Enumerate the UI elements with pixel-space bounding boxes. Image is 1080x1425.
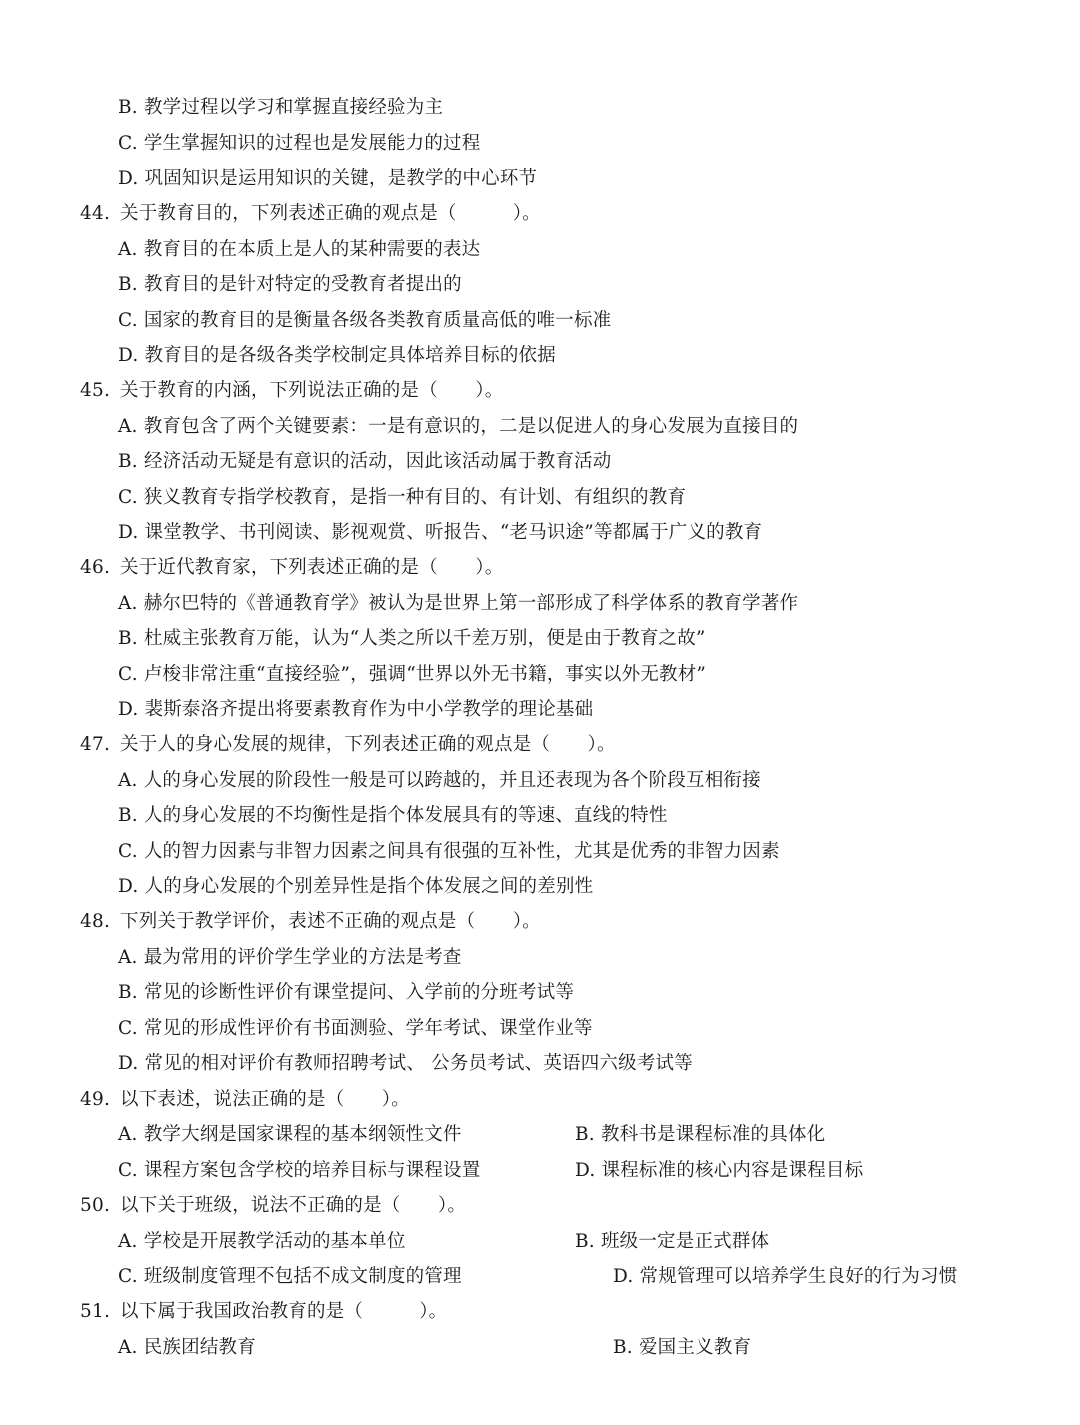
question-51 bbox=[80, 1296, 447, 1328]
option-45-a: A. 教育包含了两个关键要素：一是有意识的，二是以促进人的身心发展为直接目的 bbox=[118, 416, 799, 437]
question-49 bbox=[80, 1084, 410, 1116]
option-45-d: D. 课堂教学、书刊阅读、影视观赏、听报告、“老马识途”等都属于广义的教育 bbox=[118, 522, 763, 543]
question-44 bbox=[80, 198, 541, 230]
option-49-c: C. 课程方案包含学校的培养目标与课程设置 bbox=[118, 1160, 481, 1181]
option-48-c: C. 常见的形成性评价有书面测验、学年考试、课堂作业等 bbox=[118, 1018, 593, 1039]
option-45-b: B. 经济活动无疑是有意识的活动，因此该活动属于教育活动 bbox=[118, 451, 612, 472]
option-44-d: D. 教育目的是各级各类学校制定具体培养目标的依据 bbox=[118, 345, 556, 366]
option-50-a: A. 学校是开展教学活动的基本单位 bbox=[118, 1231, 406, 1252]
option-47-c: C. 人的智力因素与非智力因素之间具有很强的互补性，尤其是优秀的非智力因素 bbox=[118, 841, 780, 862]
question-number: 51. bbox=[80, 1301, 111, 1322]
option-43-d: D. 巩固知识是运用知识的关键，是教学的中心环节 bbox=[118, 168, 538, 189]
option-48-b: B. 常见的诊断性评价有课堂提问、入学前的分班考试等 bbox=[118, 982, 575, 1003]
question-number: 47. bbox=[80, 734, 111, 755]
option-45-c: C. 狭义教育专指学校教育，是指一种有目的、有计划、有组织的教育 bbox=[118, 487, 687, 508]
option-46-b: B. 杜威主张教育万能，认为“人类之所以千差万别，便是由于教育之故” bbox=[118, 628, 706, 649]
question-stem: 关于近代教育家，下列表述正确的是（ ）。 bbox=[120, 557, 504, 578]
question-stem: 以下属于我国政治教育的是（ ）。 bbox=[120, 1301, 448, 1322]
option-43-b: B. 教学过程以学习和掌握直接经验为主 bbox=[118, 97, 444, 118]
option-47-d: D. 人的身心发展的个别差异性是指个体发展之间的差别性 bbox=[118, 876, 594, 897]
question-45 bbox=[80, 375, 503, 407]
question-47 bbox=[80, 729, 616, 761]
option-50-c: C. 班级制度管理不包括不成文制度的管理 bbox=[118, 1266, 462, 1287]
question-stem: 关于教育目的，下列表述正确的观点是（ ）。 bbox=[120, 203, 541, 224]
question-stem: 关于人的身心发展的规律，下列表述正确的观点是（ ）。 bbox=[120, 734, 616, 755]
option-46-a: A. 赫尔巴特的《普通教育学》被认为是世界上第一部形成了科学体系的教育学著作 bbox=[118, 593, 799, 614]
question-stem: 下列关于教学评价，表述不正确的观点是（ ）。 bbox=[120, 911, 541, 932]
question-number: 46. bbox=[80, 557, 111, 578]
option-47-a: A. 人的身心发展的阶段性一般是可以跨越的，并且还表现为各个阶段互相衔接 bbox=[118, 770, 761, 791]
option-48-a: A. 最为常用的评价学生学业的方法是考查 bbox=[118, 947, 462, 968]
question-46 bbox=[80, 552, 503, 584]
option-43-c: C. 学生掌握知识的过程也是发展能力的过程 bbox=[118, 133, 481, 154]
option-49-b: B. 教科书是课程标准的具体化 bbox=[575, 1124, 826, 1145]
option-49-a: A. 教学大纲是国家课程的基本纲领性文件 bbox=[118, 1124, 462, 1145]
question-number: 49. bbox=[80, 1089, 111, 1110]
option-44-c: C. 国家的教育目的是衡量各级各类教育质量高低的唯一标准 bbox=[118, 310, 612, 331]
option-49-d: D. 课程标准的核心内容是课程目标 bbox=[575, 1160, 864, 1181]
question-stem: 关于教育的内涵，下列说法正确的是（ ）。 bbox=[120, 380, 504, 401]
option-48-d: D. 常见的相对评价有教师招聘考试、 公务员考试、英语四六级考试等 bbox=[118, 1053, 693, 1074]
question-number: 50. bbox=[80, 1195, 111, 1216]
option-50-d: D. 常规管理可以培养学生良好的行为习惯 bbox=[613, 1266, 958, 1287]
option-51-a: A. 民族团结教育 bbox=[118, 1337, 256, 1358]
question-number: 44. bbox=[80, 203, 111, 224]
option-44-a: A. 教育目的在本质上是人的某种需要的表达 bbox=[118, 239, 481, 260]
option-47-b: B. 人的身心发展的不均衡性是指个体发展具有的等速、直线的特性 bbox=[118, 805, 668, 826]
option-46-d: D. 裴斯泰洛齐提出将要素教育作为中小学教学的理论基础 bbox=[118, 699, 594, 720]
question-50 bbox=[80, 1190, 466, 1222]
option-46-c: C. 卢梭非常注重“直接经验”，强调“世界以外无书籍，事实以外无教材” bbox=[118, 664, 707, 685]
question-number: 45. bbox=[80, 380, 111, 401]
question-48 bbox=[80, 906, 541, 938]
option-51-b: B. 爱国主义教育 bbox=[613, 1337, 752, 1358]
question-number: 48. bbox=[80, 911, 111, 932]
question-stem: 以下表述，说法正确的是（ ）。 bbox=[120, 1089, 410, 1110]
option-50-b: B. 班级一定是正式群体 bbox=[575, 1231, 770, 1252]
question-stem: 以下关于班级，说法不正确的是（ ）。 bbox=[120, 1195, 467, 1216]
option-44-b: B. 教育目的是针对特定的受教育者提出的 bbox=[118, 274, 462, 295]
